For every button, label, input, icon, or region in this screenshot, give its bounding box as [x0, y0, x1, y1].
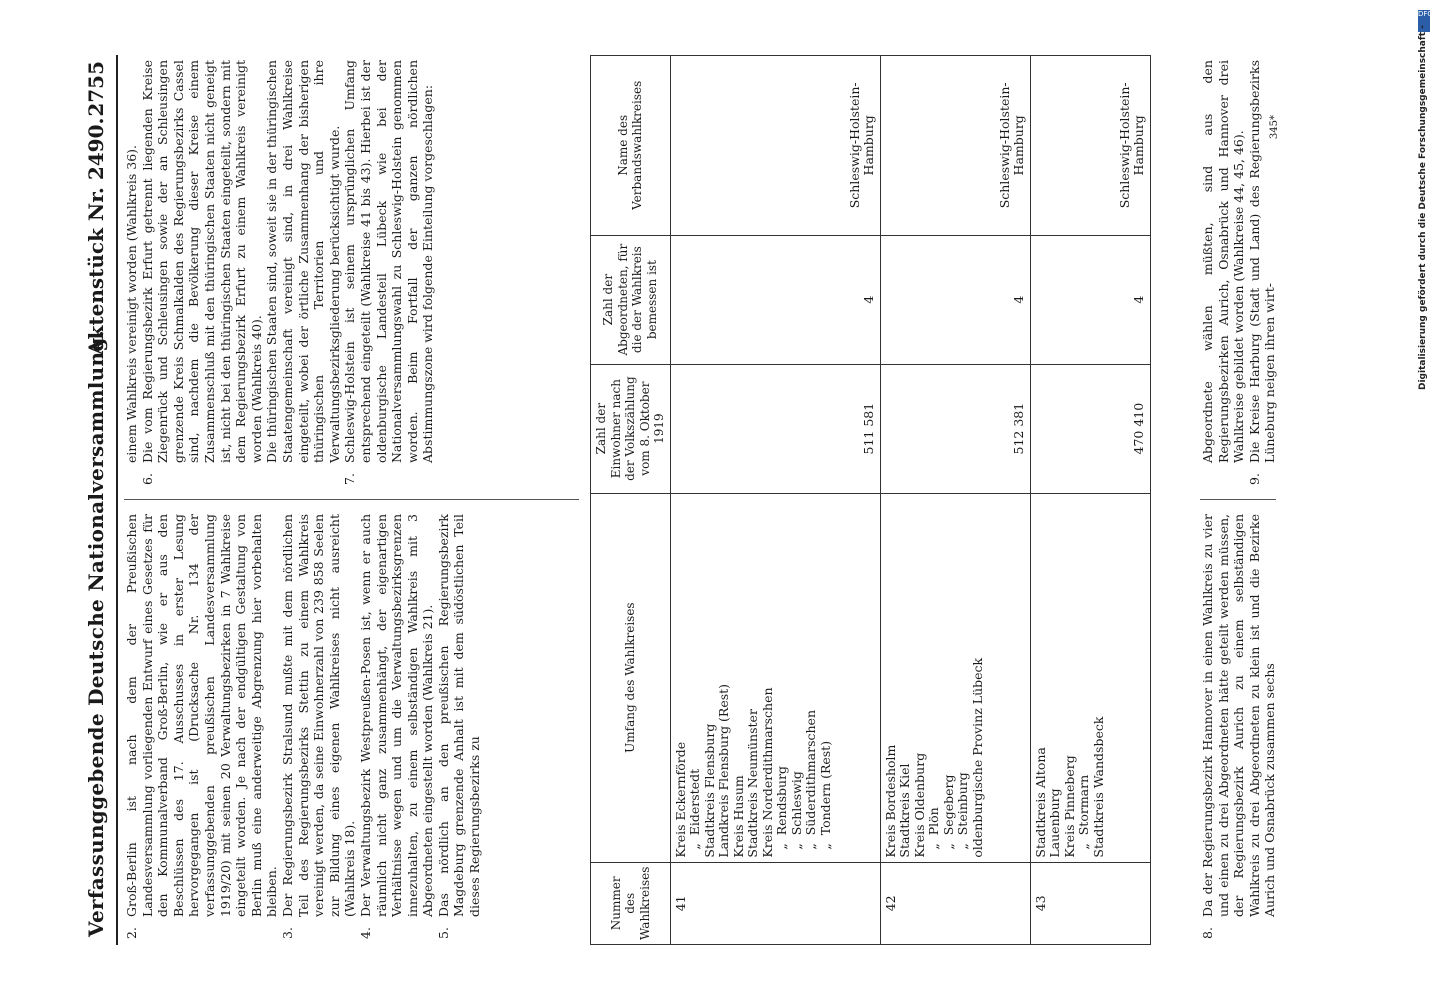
list-item: Die thüringischen Staaten sind, soweit sie in der thüringischen Staatengemeinschaft vereinigt sind, in drei Wahlkreise eingeteilt, wobei der örtliche Zusammenhang der bisherigen thüringischen Territorien und ihre Verwaltungsbezirksgliederung berücksichtigt wurde. [264, 60, 342, 463]
list-item: 3. Der Regierungsbezirk Stralsund mußte mit dem nördlichen Teil des Regierungsbezirks Stettin zu einem Wahlkreis vereinigt werden, da seine Einwohnerzahl von 239 858 Seelen zur Bildung eines eigenen Wahlkreises nicht ausreicht (Wahlkreis 18). [279, 514, 358, 939]
list-item: 5. Das nördlich an den preußischen Regierungsbezirk Magdeburg grenzende Anhalt ist mit dem südöstlichen Teil dieses Regierungsbezirks zu [435, 514, 483, 939]
table-row [1030, 56, 1150, 945]
association-district: Schleswig-Holstein-Hamburg [880, 56, 1030, 236]
table-row [880, 56, 1030, 945]
list-item: 8. Da der Regierungsbezirk Hannover in einen Wahlkreis zu vier und einen zu drei Abgeordneten hätte geteilt werden müssen, der Regierungsbezirk Aurich zu einem selbständigen Wahlkreis zu drei Abgeordneten zu klein ist und die Bezirke Aurich und Osnabrück zusammen sechs [1200, 514, 1278, 939]
header-rule [116, 55, 118, 945]
right-column [124, 60, 436, 485]
deputies: 4 [880, 235, 1030, 364]
column-divider [124, 499, 579, 500]
association-district: Schleswig-Holstein-Hamburg [670, 56, 880, 236]
deputies: 4 [1030, 235, 1150, 364]
column-header: Name des Verbandswahlkreises [591, 56, 671, 236]
association-district: Schleswig-Holstein-Hamburg [1030, 56, 1150, 236]
column-header: Zahl der Abgeordneten, für die der Wahlkreis bemessen ist [591, 235, 671, 364]
district-extent: Stadtkreis Altona Lauenburg Kreis Pinneberg „ Stormarn Stadtkreis Wandsbeck [1030, 493, 1150, 862]
digitization-side-note [1418, 10, 1433, 390]
bottom-right-text [1200, 60, 1278, 485]
table-header-row [591, 56, 671, 945]
digitization-credit: Digitalisierung gefördert durch die Deutsche Forschungsgemeinschaft - [1418, 25, 1428, 390]
signature-mark: 345* [1269, 115, 1280, 140]
electoral-district-table [590, 55, 1151, 945]
document-title: Verfassunggebende Deutsche Nationalversammlung. [84, 330, 108, 937]
district-extent: Kreis Eckernförde „ Eiderstedt Stadtkreis Flensburg Landkreis Flensburg (Rest) Kreis Husum Stadtkreis Neumünster Kreis Norderdithmarschen „ Rendsburg „ Schleswig „ Süderdithmarschen „ Tondern (Rest) [670, 493, 880, 862]
list-item: einem Wahlkreis vereinigt worden (Wahlkreis 36). [124, 145, 139, 463]
page-header [80, 55, 118, 945]
column-header: Nummer des Wahlkreises [591, 862, 671, 944]
population: 470 410 [1030, 364, 1150, 493]
list-item: 2. Groß-Berlin ist nach dem der Preußischen Landesversammlung vorliegenden Entwurf eines Gesetzes für den Kommunalverband Groß-Berlin, wie er aus den Beschlüssen des 17. Ausschusses in erster Lesung hervorgegangen ist (Drucksache Nr. 134 der verfassunggebenden preußischen Landesversammlung 1919/20) mit seinen 20 Verwaltungsbezirken in 7 Wahlkreise eingeteilt worden. Je nach der endgültigen Gestaltung von Berlin muß eine anderweitige Abgrenzung hier vorbehalten bleiben. [124, 514, 280, 939]
deputies: 4 [670, 235, 880, 364]
population: 512 381 [880, 364, 1030, 493]
list-item: 9. Die Kreise Harburg (Stadt und Land) des Regierungsbezirks Lüneburg neigen ihren wirt- [1246, 60, 1278, 485]
page-number: 2755 [84, 61, 108, 117]
bottom-left-text [1200, 514, 1278, 939]
district-number: 41 [670, 862, 880, 944]
list-item: Abgeordnete wählen müßten, sind aus den Regierungsbezirken Aurich, Osnabrück und Hannover drei Wahlkreise gebildet worden (Wahlkreise 44, 45, 46). [1200, 60, 1247, 463]
table-row [670, 56, 880, 945]
district-number: 42 [880, 862, 1030, 944]
rotated-document-page [80, 55, 1280, 945]
population: 511 581 [670, 364, 880, 493]
dfg-logo-icon: DFG [1418, 10, 1430, 32]
district-extent: Kreis Bordesholm Stadtkreis Kiel Kreis Oldenburg „ Plön „ Segeberg „ Steinburg oldenburgische Provinz Lübeck [880, 493, 1030, 862]
district-number: 43 [1030, 862, 1150, 944]
column-header: Zahl der Einwohner nach der Volkszählung vom 8. Oktober 1919 [591, 364, 671, 493]
list-item: 6. Die vom Regierungsbezirk Erfurt getrennt liegenden Kreise Ziegenrück und Schleusingen sowie der an Schleusingen grenzende Kreis Schmalkalden des Regierungsbezirks Cassel sind, nachdem die Bevölkerung dieser Kreise einem Zusammenschluß mit den thüringischen Staaten nicht geneigt ist, nicht bei den thüringischen Staaten eingeteilt, sondern mit dem Regierungsbezirk Erfurt zu einem Wahlkreis vereinigt worden (Wahlkreis 40). [139, 60, 264, 485]
document-reference: Aktenstück Nr. 2490. [84, 117, 108, 355]
list-item: 4. Der Verwaltungsbezirk Westpreußen-Posen ist, wenn er auch räumlich nicht ganz zusammenhängt, der eigenartigen Verhältnisse wegen und um die Verwaltungsbezirksgrenzen innezuhalten, zu einem selbständigen Wahlkreis mit 3 Abgeordneten eingestellt worden (Wahlkreis 21). [357, 514, 436, 939]
list-item: 7. Schleswig-Holstein ist seinem ursprünglichen Umfang entsprechend eingeteilt (Wahlkreise 41 bis 43). Hierbei ist der oldenburgische Landesteil Lübeck wie bei der Nationalversammlungswahl zu Schleswig-Holstein genommen worden. Beim Fortfall der ganzen nördlichen Abstimmungszone wird folgende Einteilung vorgeschlagen: [342, 60, 436, 485]
left-column [124, 514, 483, 939]
column-header: Umfang des Wahlkreises [591, 493, 671, 862]
column-divider [1200, 499, 1276, 500]
